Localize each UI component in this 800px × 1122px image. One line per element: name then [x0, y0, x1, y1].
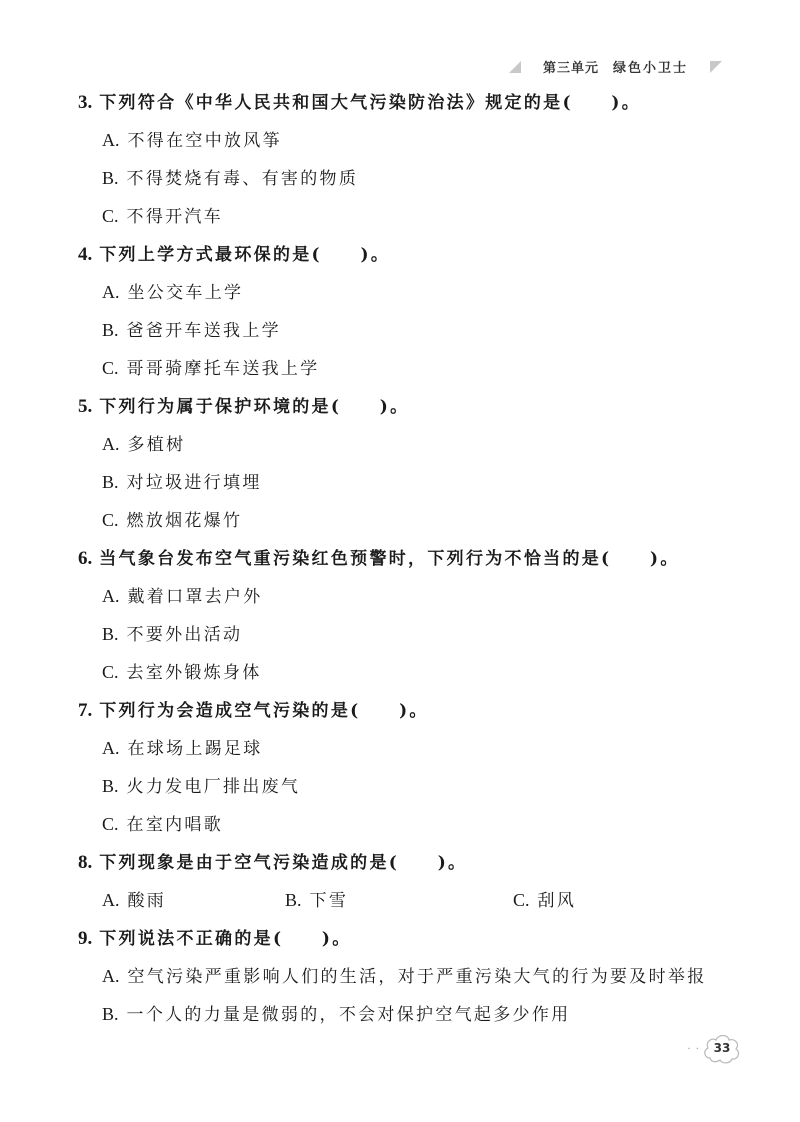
question-3-option-c: [78, 198, 738, 236]
question-3-option-a: [78, 122, 738, 160]
page-number: 33: [713, 1041, 731, 1055]
header-right-triangle-decoration: [710, 61, 722, 73]
option-letter: B.: [102, 1004, 119, 1024]
unit-label: 第三单元: [542, 61, 599, 76]
question-6-option-b: [78, 616, 738, 654]
question-number: 5.: [78, 396, 93, 417]
option-text: 哥哥骑摩托车送我上学: [126, 359, 320, 379]
option-letter: C.: [102, 814, 119, 834]
question-number: 9.: [78, 928, 93, 949]
option-text: 对垃圾进行填埋: [126, 473, 262, 493]
option-letter: A.: [102, 282, 120, 302]
option-letter: C.: [102, 358, 119, 378]
option-text: 燃放烟花爆竹: [126, 511, 243, 531]
question-8-option-c: [513, 882, 576, 920]
option-text: 火力发电厂排出废气: [126, 777, 301, 797]
option-text: 酸雨: [127, 891, 167, 911]
question-8-option-b: [285, 882, 513, 920]
option-text: 在室内唱歌: [126, 815, 224, 835]
option-text: 一个人的力量是微弱的，不会对保护空气起多少作用: [126, 1005, 571, 1025]
question-9-stem: [78, 920, 738, 958]
question-8-stem: [78, 844, 738, 882]
option-text: 爸爸开车送我上学: [126, 321, 281, 341]
option-letter: A.: [102, 586, 120, 606]
option-text: 去室外锻炼身体: [126, 663, 262, 683]
question-9-option-b: [78, 996, 738, 1034]
page-number-badge: [702, 1030, 742, 1066]
option-letter: C.: [102, 662, 119, 682]
option-letter: A.: [102, 890, 120, 910]
question-3-option-b: [78, 160, 738, 198]
option-text: 空气污染严重影响人们的生活，对于严重污染大气的行为要及时举报: [127, 967, 707, 987]
question-text: 当气象台发布空气重污染红色预警时，下列行为不恰当的是( )。: [99, 549, 680, 569]
question-text: 下列上学方式最环保的是( )。: [99, 245, 391, 265]
header-left-triangle-decoration: [509, 61, 521, 73]
question-number: 4.: [78, 244, 93, 265]
option-letter: A.: [102, 966, 120, 986]
option-letter: B.: [102, 472, 119, 492]
option-text: 下雪: [309, 891, 349, 911]
question-5-option-c: [78, 502, 738, 540]
option-text: 在球场上踢足球: [127, 739, 263, 759]
option-text: 多植树: [127, 435, 186, 455]
question-text: 下列现象是由于空气污染造成的是( )。: [99, 853, 468, 873]
option-letter: B.: [102, 320, 119, 340]
option-letter: B.: [102, 776, 119, 796]
option-letter: A.: [102, 434, 120, 454]
page-header: [509, 57, 722, 76]
option-text: 戴着口罩去户外: [127, 587, 263, 607]
option-letter: C.: [102, 510, 119, 530]
question-6-stem: [78, 540, 738, 578]
topic-label: 绿色小卫士: [612, 61, 688, 76]
option-letter: A.: [102, 738, 120, 758]
option-text: 不得焚烧有毒、有害的物质: [126, 169, 359, 189]
question-4-stem: [78, 236, 738, 274]
question-4-option-c: [78, 350, 738, 388]
question-number: 8.: [78, 852, 93, 873]
question-9-option-a: [78, 958, 738, 996]
option-text: 不得在空中放风筝: [127, 131, 282, 151]
question-list: [78, 84, 738, 1034]
question-text: 下列符合《中华人民共和国大气污染防治法》规定的是( )。: [99, 93, 642, 113]
question-4-option-a: [78, 274, 738, 312]
option-letter: B.: [285, 890, 302, 910]
question-number: 6.: [78, 548, 93, 569]
question-6-option-c: [78, 654, 738, 692]
page-number-dots-decoration: · ·: [687, 1044, 700, 1055]
question-6-option-a: [78, 578, 738, 616]
option-letter: C.: [102, 206, 119, 226]
option-letter: B.: [102, 624, 119, 644]
question-7-option-b: [78, 768, 738, 806]
question-4-option-b: [78, 312, 738, 350]
question-text: 下列行为会造成空气污染的是( )。: [99, 701, 429, 721]
question-number: 3.: [78, 92, 93, 113]
question-text: 下列行为属于保护环境的是( )。: [99, 397, 410, 417]
option-text: 不要外出活动: [126, 625, 243, 645]
question-5-stem: [78, 388, 738, 426]
option-letter: A.: [102, 130, 120, 150]
option-text: 刮风: [537, 891, 577, 911]
question-7-option-c: [78, 806, 738, 844]
question-8-option-a: [102, 882, 285, 920]
option-text: 不得开汽车: [126, 207, 224, 227]
question-3-stem: [78, 84, 738, 122]
option-letter: C.: [513, 890, 530, 910]
question-7-option-a: [78, 730, 738, 768]
question-5-option-b: [78, 464, 738, 502]
question-5-option-a: [78, 426, 738, 464]
question-8-options-row: [78, 882, 738, 920]
question-7-stem: [78, 692, 738, 730]
option-letter: B.: [102, 168, 119, 188]
question-text: 下列说法不正确的是( )。: [99, 929, 352, 949]
question-number: 7.: [78, 700, 93, 721]
option-text: 坐公交车上学: [127, 283, 244, 303]
